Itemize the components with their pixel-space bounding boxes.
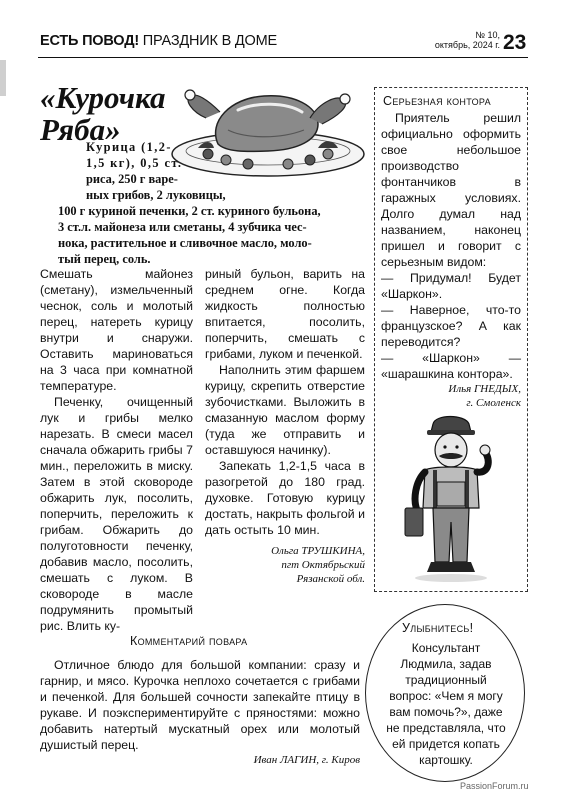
sidebar-heading: Серьезная контора — [383, 94, 491, 108]
sidebar-story — [381, 110, 521, 410]
issue-date: октябрь, 2024 г. — [434, 40, 500, 50]
page-header — [0, 0, 568, 60]
ingredients-line: риса, 250 г варе- — [86, 172, 178, 186]
ingredients-line: тый перец, соль. — [58, 252, 151, 266]
ingredients-line: Курица (1,2- — [86, 140, 172, 154]
recipe-author — [205, 544, 365, 586]
issue-number: № 10, — [475, 30, 500, 40]
section-title — [40, 33, 277, 49]
recipe-column-2 — [205, 266, 365, 586]
worker-illustration — [395, 412, 505, 584]
recipe-title-line2: Ряба» — [40, 112, 121, 147]
recipe-paragraph: Наполнить этим фаршем курицу, скрепить отверстие зубочистками. Выложить в смазанную маслом форму (туда же отправить и оставшуюся начинку). — [205, 363, 365, 457]
recipe-paragraph: Печенку, очищенный лук и грибы мелко нарезать. В смеси масел сначала обжарить грибы 7 мин., переложить в миску. Затем в этой сковороде обжарить лук, посолить, поперчить, переложить к грибам. Обжарить до полуготовности печенку, добавив масло, посолить, смешать с луком. В сковороде в масле подрумянить промытый рис. Влить ку- — [40, 395, 193, 633]
comment-body — [40, 657, 360, 767]
recipe-title-line1: «Курочка — [40, 80, 166, 115]
recipe-paragraph: Смешать майонез (сметану), измельченный чеснок, соль и молотый перец, натереть курицу внутри и снаружи. Оставить мариноваться на 3 часа при комнатной температуре. — [40, 267, 193, 393]
ingredients-line: ных грибов, 2 луковицы, — [86, 188, 226, 202]
story-paragraph: Приятель решил официально оформить свое небольшое производство фонтанчиков в гаражных условиях. Долго думал над названием, наконец пришел и говорит с серьезным видом: — [381, 111, 521, 269]
comment-paragraph: Отличное блюдо для большой компании: сразу и гарнир, и мясо. Курочка неплохо сочетается с грибами и печенкой. Для большей сочности запекайте птицу в рукаве. И поэкспериментируйте с пряностями: можно добавить натертый мускатный орех или молотый душистый перец. — [40, 658, 360, 752]
recipe-author-region: Рязанской обл. — [296, 573, 365, 585]
comment-heading: Комментарий повара — [130, 634, 248, 648]
issue-meta — [400, 30, 500, 50]
roast-chicken-illustration — [168, 78, 368, 182]
page-number: 23 — [503, 31, 527, 54]
watermark: PassionForum.ru — [460, 781, 529, 791]
section-title-bold: ЕСТЬ ПОВОД! — [40, 33, 139, 49]
recipe-author-name: Ольга ТРУШКИНА, — [271, 545, 365, 557]
story-paragraph: — «Шаркон» — «шарашкина контора». — [381, 351, 521, 381]
recipe-paragraph: Запекать 1,2-1,5 часа в разогретой до 180 град. духовке. Готовую курицу достать, накрыть фольгой и дать остыть 10 мин. — [205, 459, 365, 537]
story-paragraph: — Придумал! Будет «Шаркон». — [381, 271, 521, 301]
header-divider — [38, 57, 528, 58]
recipe-author-place: пгт Октябрьский — [281, 559, 365, 571]
page-edge-tab — [0, 60, 6, 96]
story-paragraph: — Наверное, что-то французское? А как переводится? — [381, 303, 521, 349]
ingredients-line: 1,5 кг), 0,5 ст. — [86, 156, 183, 170]
recipe-title — [40, 82, 170, 146]
recipe-column-1 — [40, 266, 193, 634]
ingredients-line: 100 г куриной печенки, 2 ст. куриного бульона, — [58, 204, 321, 218]
joke-heading: Улыбнитесь! — [402, 621, 474, 635]
recipe-paragraph: риный бульон, варить на среднем огне. Когда жидкость полностью впитается, посолить, поперчить, смешать с грибами, луком и печенкой. — [205, 267, 365, 361]
sidebar-author-name: Илья ГНЕДЫХ, — [448, 383, 521, 395]
sidebar-author — [381, 382, 521, 410]
section-title-rest: ПРАЗДНИК В ДОМЕ — [142, 33, 277, 49]
ingredients-line: нока, растительное и сливочное масло, моло- — [58, 236, 312, 250]
sidebar-author-place: г. Смоленск — [466, 397, 521, 409]
comment-author: Иван ЛАГИН, г. Киров — [253, 754, 360, 766]
ingredients-line: 3 ст.л. майонеза или сметаны, 4 зубчика чес- — [58, 220, 307, 234]
joke-text: Консультант Людмила, задав традиционный вопрос: «Чем я могу вам помочь?», даже не представляла, что ей придется копать картошку. — [386, 641, 506, 767]
